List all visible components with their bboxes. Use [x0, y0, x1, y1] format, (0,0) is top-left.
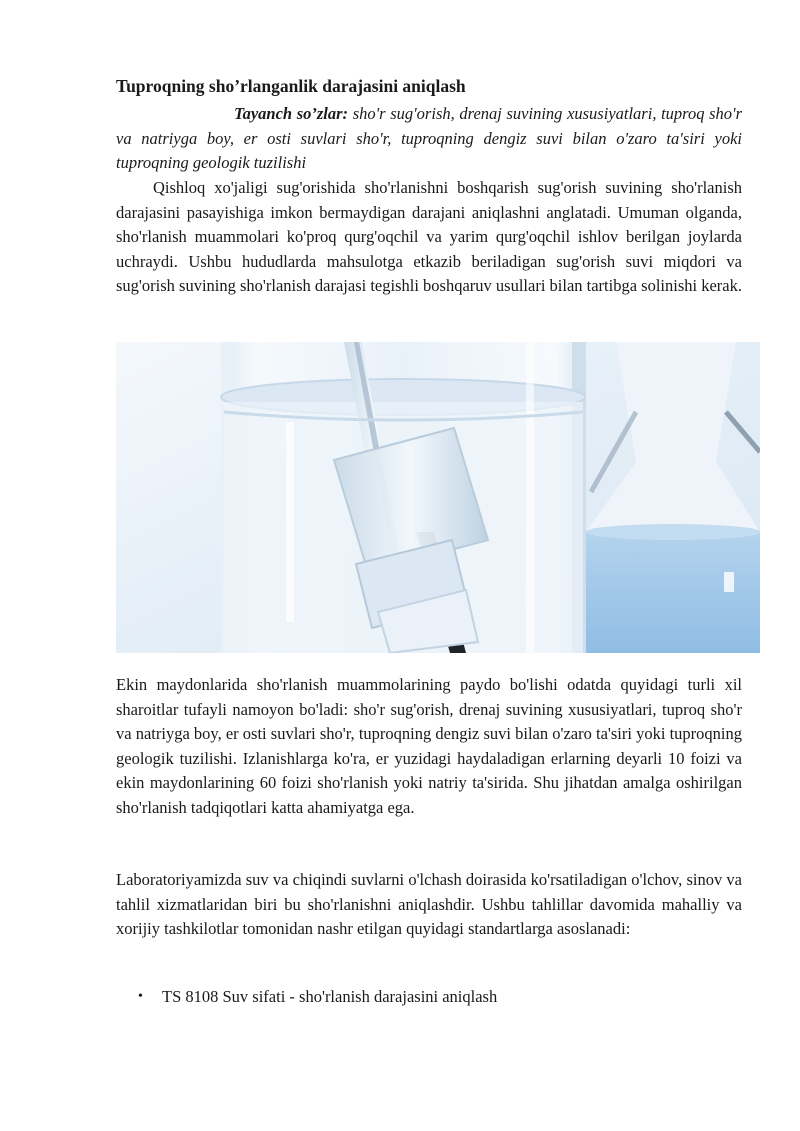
bullet-icon: • [138, 989, 143, 1004]
intro-paragraph: Qishloq xo'jaligi sug'orishida sho'rlanishni boshqarish sug'orish suvining sho'rlanish darajasini pasayishiga imkon bermaydigan darajani aniqlashni anglatadi. Umuman olganda, sho'rlanish muammolari ko'proq qurg'oqchil va yarim qurg'oqchil ishlov berilgan joylarda uchraydi. Ushbu hududlarda mahsulotga etkazib beriladigan sug'orish suvi miqdori va sug'orish suvining sho'rlanish darajasi tegishli boshqaruv usullari bilan tartibga solinishi kerak. [116, 178, 742, 296]
laboratory-paragraph: Laboratoriyamizda suv va chiqindi suvlarni o'lchash doirasida ko'rsatiladigan o'lchov, sinov va tahlil xizmatlaridan biri bu sho'rlanishni aniqlashdir. Ushbu tahlillar davomida mahalliy va xorijiy tashkilotlar tomonidan nashr etilgan quyidagi standartlarga asoslanadi: [116, 870, 742, 939]
keywords-paragraph [116, 102, 742, 176]
lab-beaker-probe-photo-icon [116, 342, 760, 653]
keywords-label: Tayanch so’zlar: [234, 104, 349, 123]
list-item-text: TS 8108 Suv sifati - sho'rlanish darajasini aniqlash [162, 987, 498, 1006]
document-title: Tuproqning sho’rlanganlik darajasini aniqlash [116, 76, 466, 96]
keywords-text: sho'r sug'orish, drenaj suvining xususiyatlari, tuproq sho'r va natriyga boy, er osti suvlari sho'r, tuproqning dengiz suvi bilan o'zaro ta'siri yoki tuproqning geologik tuzilishi [116, 104, 743, 172]
causes-paragraph: Ekin maydonlarida sho'rlanish muammolarining paydo bo'lishi odatda quyidagi turli xil sharoitlar tufayli namoyon bo'ladi: sho'r sug'orish, drenaj suvining xususiyatlari, tuproq sho'r va natriyga boy, er osti suvlari sho'r, tuproqning dengiz suvi bilan o'zaro ta'siri yoki tuproqning geologik tuzilishi. Izlanishlarga ko'ra, er yuzidagi haydaladigan erlarning deyarli 10 foizi va ekin maydonlarining 60 foizi sho'rlanish yoki natriy ta'sirida. Shu jihatdan amalga oshirilgan sho'rlanish tadqiqotlari katta ahamiyatga ega. [116, 675, 742, 817]
list-item [116, 985, 742, 1009]
lab-photo [116, 342, 760, 653]
standards-list [116, 985, 742, 1009]
